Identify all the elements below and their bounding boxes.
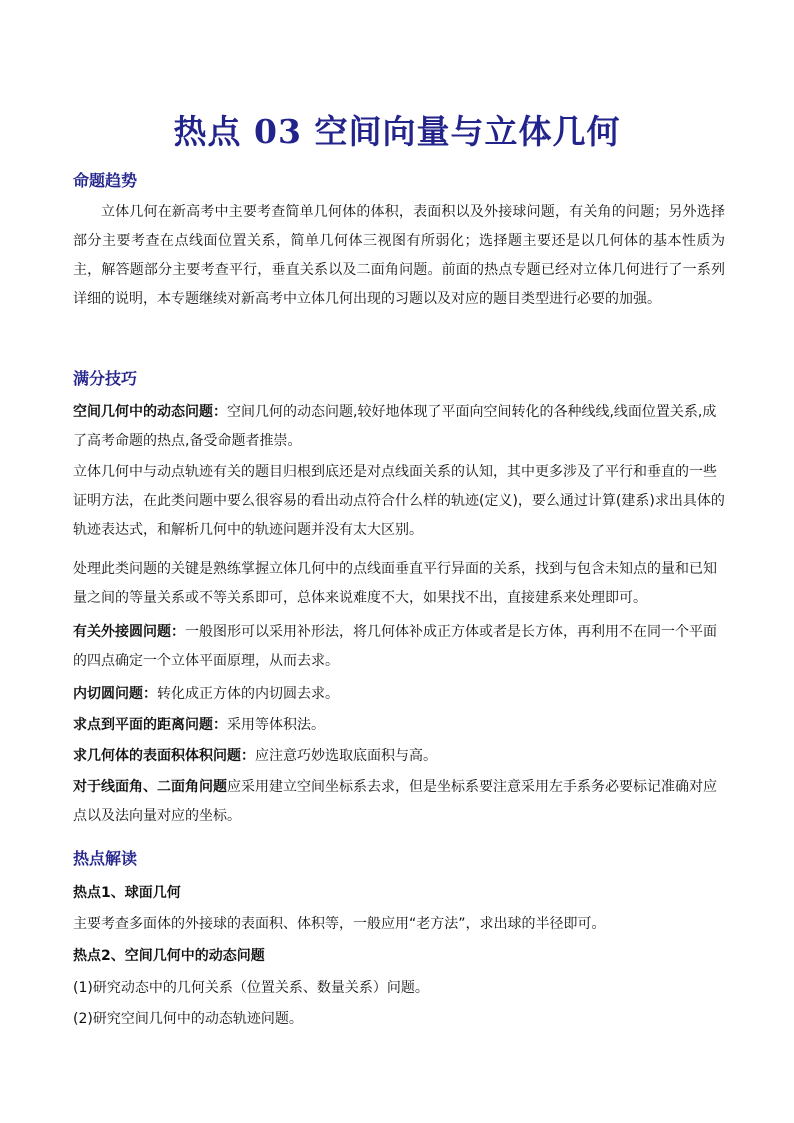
- hot1-text: 主要考查多面体的外接球的表面积、体积等，一般应用“老方法”，求出球的半径即可。: [73, 916, 606, 932]
- tips-circumscribed-paragraph: [73, 618, 725, 676]
- tips-circumscribed-label: 有关外接圆问题：: [73, 624, 185, 640]
- tips-angle-text: 应采用建立空间坐标系去求，但是坐标系要注意采用左手系务必要标记准确对应点以及法向量对应的坐标。: [73, 779, 717, 824]
- tips-volume-label: 求几何体的表面积体积问题：: [73, 748, 255, 764]
- tips-dynamic-label: 空间几何中的动态问题：: [73, 404, 227, 420]
- tips-dynamic-text: 空间几何的动态问题,较好地体现了平面向空间转化的各种线线,线面位置关系,成了高考命题的热点,备受命题者推崇。: [73, 404, 717, 449]
- tips-volume-paragraph: [73, 742, 725, 771]
- section-heading-hot: 热点解读: [73, 849, 138, 868]
- trend-paragraph: 立体几何在新高考中主要考查简单几何体的体积，表面积以及外接球问题，有关角的问题；另外选择部分主要考查在点线面位置关系，简单几何体三视图有所弱化；选择题主要还是以几何体的基本性质为主，解答题部分主要考查平行，垂直关系以及二面角问题。前面的热点专题已经对立体几何进行了一系列详细的说明，本专题继续对新高考中立体几何出现的习题以及对应的题目类型进行必要的加强。: [73, 204, 725, 307]
- tips-angle-label: 对于线面角、二面角问题: [73, 779, 227, 795]
- tips-circumscribed-text: 一般图形可以采用补形法，将几何体补成正方体或者是长方体，再利用不在同一个平面的四点确定一个立体平面原理，从而去求。: [73, 624, 717, 669]
- section-heading-trend: 命题趋势: [73, 171, 138, 190]
- tips-volume-text: 应注意巧妙选取底面积与高。: [255, 748, 437, 764]
- tips-dynamic-paragraph: [73, 398, 725, 456]
- tips-inscribed-paragraph: [73, 680, 725, 709]
- tips-distance-paragraph: [73, 711, 725, 740]
- hot2-item-2: (2)研究空间几何中的动态轨迹问题。: [73, 1011, 303, 1027]
- section-heading-tips: 满分技巧: [73, 369, 138, 388]
- tips-trajectory-paragraph: 立体几何中与动点轨迹有关的题目归根到底还是对点线面关系的认知，其中更多涉及了平行和垂直的一些证明方法，在此类问题中要么很容易的看出动点符合什么样的轨迹(定义)，要么通过计算(建系)求出具体的轨迹表达式，和解析几何中的轨迹问题并没有太大区别。: [73, 464, 725, 538]
- tips-angle-paragraph: [73, 773, 725, 831]
- hot2-heading: 热点2、空间几何中的动态问题: [73, 948, 265, 964]
- tips-distance-text: 采用等体积法。: [227, 717, 325, 733]
- tips-inscribed-text: 转化成正方体的内切圆去求。: [157, 686, 339, 702]
- tips-distance-label: 求点到平面的距离问题：: [73, 717, 227, 733]
- page-title: 热点 03 空间向量与立体几何: [173, 112, 621, 151]
- hot2-item-1: (1)研究动态中的几何关系（位置关系、数量关系）问题。: [73, 980, 429, 996]
- tips-key-paragraph: 处理此类问题的关键是熟练掌握立体几何中的点线面垂直平行异面的关系，找到与包含未知点的量和已知量之间的等量关系或不等关系即可，总体来说难度不大，如果找不出，直接建系来处理即可。: [73, 561, 717, 606]
- tips-inscribed-label: 内切圆问题：: [73, 686, 157, 702]
- hot1-heading: 热点1、球面几何: [73, 885, 181, 901]
